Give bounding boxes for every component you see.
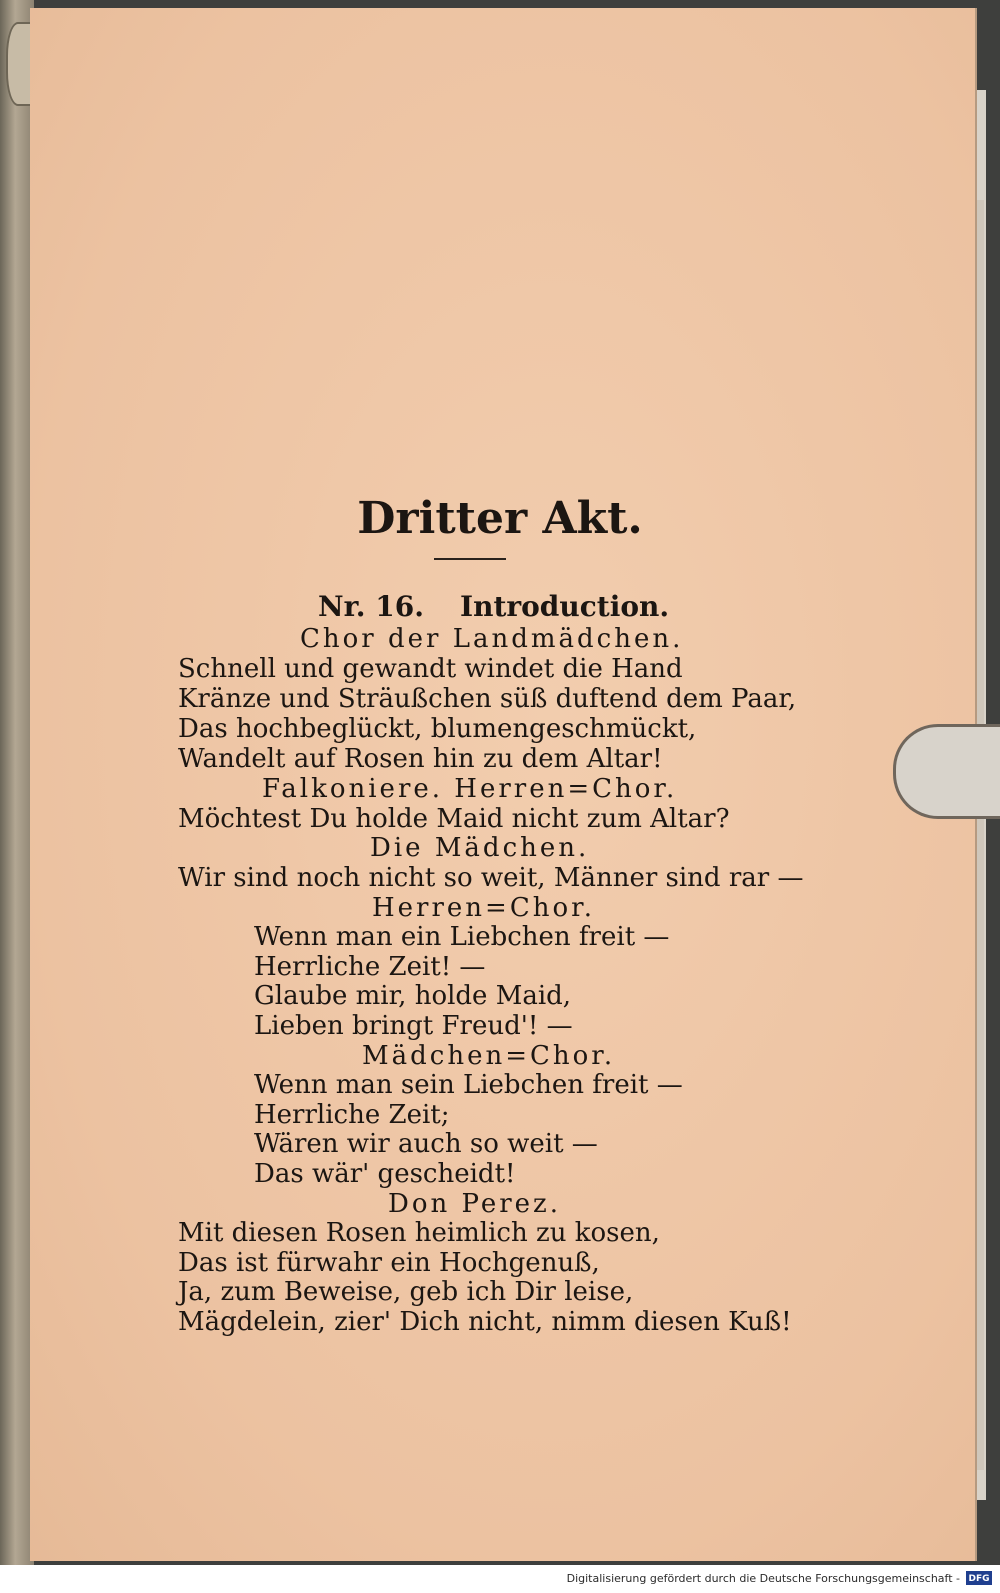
verse-line: Mägdelein, zier' Dich nicht, nimm diesen Kuß! — [178, 1307, 792, 1337]
title-divider — [434, 558, 506, 560]
speaker-label: Falkoniere. Herren=Chor. — [262, 774, 678, 804]
verse-line: Wir sind noch nicht so weit, Männer sind rar — — [178, 863, 804, 893]
verse-line: Wären wir auch so weit — — [254, 1129, 598, 1159]
verse-line: Wenn man ein Liebchen freit — — [254, 922, 670, 952]
dfg-logo: DFG — [966, 1571, 992, 1585]
section-title: Introduction. — [459, 590, 670, 623]
speaker-label: Die Mädchen. — [370, 833, 590, 863]
footer-bar — [0, 1565, 1000, 1593]
verse-line: Wenn man sein Liebchen freit — — [254, 1070, 683, 1100]
verse-line: Ja, zum Beweise, geb ich Dir leise, — [178, 1277, 634, 1307]
verse-line: Wandelt auf Rosen hin zu dem Altar! — [178, 744, 663, 774]
funding-credit: Digitalisierung gefördert durch die Deutsche Forschungsgemeinschaft - — [566, 1572, 960, 1585]
number-heading — [318, 590, 669, 624]
speaker-label: Mädchen=Chor. — [362, 1041, 616, 1071]
verse-line: Herrliche Zeit! — — [254, 952, 486, 982]
verse-line: Herrliche Zeit; — [254, 1100, 450, 1130]
verse-line: Glaube mir, holde Maid, — [254, 981, 572, 1011]
verse-line: Möchtest Du holde Maid nicht zum Altar? — [178, 804, 730, 834]
verse-line: Kränze und Sträußchen süß duftend dem Paar, — [178, 684, 797, 714]
verse-line: Lieben bringt Freud'! — — [254, 1011, 573, 1041]
speaker-label: Don Perez. — [388, 1189, 561, 1219]
speaker-label: Chor der Landmädchen. — [300, 624, 684, 654]
verse-line: Das ist fürwahr ein Hochgenuß, — [178, 1248, 600, 1278]
verse-line: Das hochbeglückt, blumengeschmückt, — [178, 714, 697, 744]
verse-line: Mit diesen Rosen heimlich zu kosen, — [178, 1218, 660, 1248]
verse-line: Schnell und gewandt windet die Hand — [178, 654, 683, 684]
act-title: Dritter Akt. — [357, 493, 643, 544]
number-label: Nr. 16. — [318, 590, 424, 623]
verse-line: Das wär' gescheidt! — [254, 1159, 516, 1189]
speaker-label: Herren=Chor. — [372, 893, 595, 923]
